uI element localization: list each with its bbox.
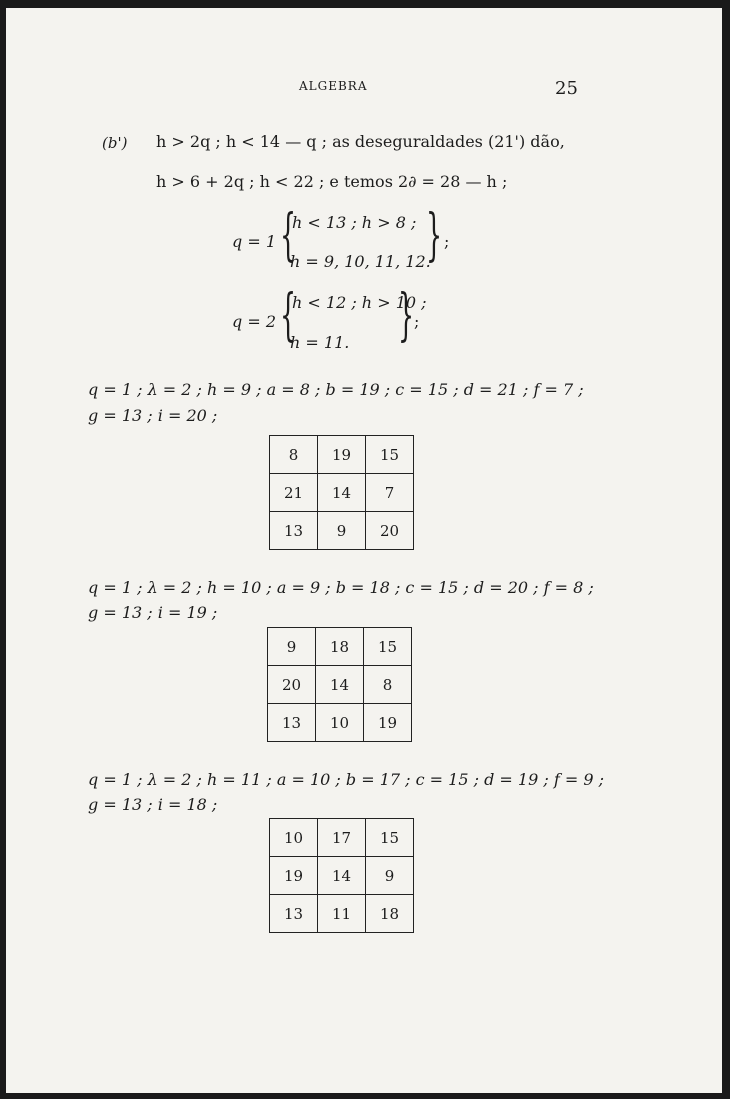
q2-condition-bottom: h = 11. (290, 333, 350, 352)
grid-cell: 20 (268, 666, 316, 704)
grid-cell: 18 (316, 628, 364, 666)
running-header: ALGEBRA (299, 79, 368, 93)
q2-right-brace: } (398, 283, 415, 348)
magic-square-3 (269, 818, 414, 933)
grid-cell: 21 (270, 474, 318, 512)
grid-cell: 15 (364, 628, 412, 666)
solution-2-line-2: g = 13 ; i = 19 ; (88, 603, 218, 622)
q1-condition-bottom: h = 9, 10, 11, 12. (290, 252, 431, 271)
grid-cell: 14 (318, 474, 366, 512)
grid-cell: 14 (318, 857, 366, 895)
magic-square-2 (267, 627, 412, 742)
grid-cell: 15 (366, 436, 414, 474)
grid-cell: 19 (270, 857, 318, 895)
grid-cell: 9 (366, 857, 414, 895)
grid-cell: 8 (270, 436, 318, 474)
grid-cell: 15 (366, 819, 414, 857)
case-label: (b') (102, 134, 128, 152)
q2-left-brace: { (280, 283, 297, 348)
grid-cell: 14 (316, 666, 364, 704)
q1-left-brace: { (280, 203, 297, 268)
table-row (270, 436, 414, 474)
solution-1-line-2: g = 13 ; i = 20 ; (88, 406, 218, 425)
grid-cell: 10 (270, 819, 318, 857)
solution-3-line-1: q = 1 ; λ = 2 ; h = 11 ; a = 10 ; b = 17 ; c = 15 ; d = 19 ; f = 9 ; (88, 770, 604, 789)
table-row (270, 895, 414, 933)
table-row (270, 512, 414, 550)
q1-condition-top: h < 13 ; h > 8 ; (292, 213, 417, 232)
q1-right-brace: } (426, 203, 443, 268)
q1-lhs: q = 1 (232, 232, 276, 251)
table-row (268, 628, 412, 666)
solution-2-line-1: q = 1 ; λ = 2 ; h = 10 ; a = 9 ; b = 18 ; c = 15 ; d = 20 ; f = 8 ; (88, 578, 594, 597)
grid-cell: 17 (318, 819, 366, 857)
q1-end: ; (444, 232, 450, 251)
q2-condition-top: h < 12 ; h > 10 ; (292, 293, 427, 312)
grid-cell: 20 (366, 512, 414, 550)
page-number: 25 (555, 78, 578, 99)
grid-cell: 18 (366, 895, 414, 933)
table-row (268, 666, 412, 704)
magic-square-1 (269, 435, 414, 550)
grid-cell: 19 (318, 436, 366, 474)
grid-cell: 13 (270, 895, 318, 933)
grid-cell: 10 (316, 704, 364, 742)
table-row (270, 857, 414, 895)
grid-cell: 19 (364, 704, 412, 742)
grid-cell: 9 (318, 512, 366, 550)
solution-3-line-2: g = 13 ; i = 18 ; (88, 795, 218, 814)
inequality-line-1: h > 2q ; h < 14 — q ; as deseguraldades (21') dão, (156, 132, 565, 151)
q2-lhs: q = 2 (232, 312, 276, 331)
solution-1-line-1: q = 1 ; λ = 2 ; h = 9 ; a = 8 ; b = 19 ; c = 15 ; d = 21 ; f = 7 ; (88, 380, 584, 399)
grid-cell: 13 (270, 512, 318, 550)
q2-end: ; (414, 312, 420, 331)
grid-cell: 8 (364, 666, 412, 704)
grid-cell: 13 (268, 704, 316, 742)
grid-cell: 11 (318, 895, 366, 933)
grid-cell: 9 (268, 628, 316, 666)
inequality-line-2: h > 6 + 2q ; h < 22 ; e temos 2∂ = 28 — h ; (156, 172, 508, 191)
table-row (268, 704, 412, 742)
grid-cell: 7 (366, 474, 414, 512)
table-row (270, 819, 414, 857)
table-row (270, 474, 414, 512)
